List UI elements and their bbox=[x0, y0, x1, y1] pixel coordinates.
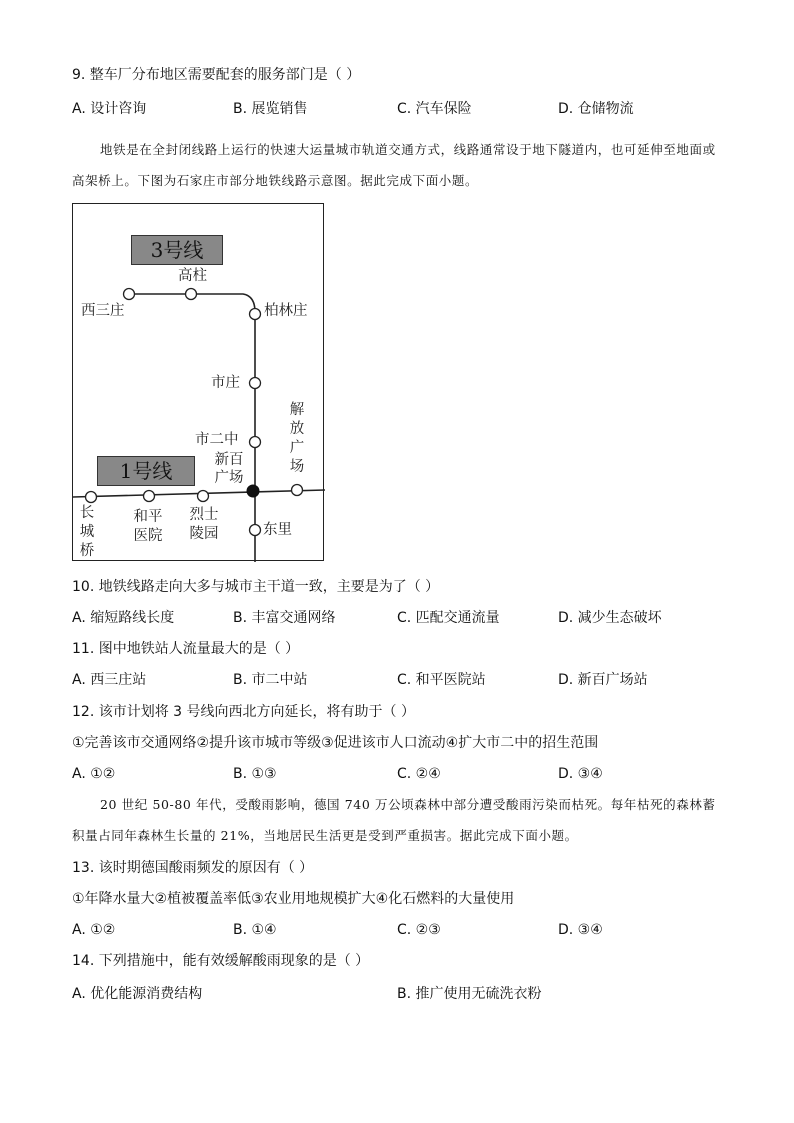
station-dongli: 东里 bbox=[263, 522, 292, 538]
q9-option-b: B. 展览销售 bbox=[233, 101, 308, 117]
station-marker-dongli bbox=[250, 525, 261, 536]
q10-stem: 10. 地铁线路走向大多与城市主干道一致，主要是为了（ ） bbox=[72, 579, 440, 595]
station-marker-shierzhong bbox=[250, 437, 261, 448]
q10-option-b: B. 丰富交通网络 bbox=[233, 610, 336, 626]
station-bailinzhuang: 柏林庄 bbox=[264, 303, 308, 319]
q13-option-b: B. ①④ bbox=[233, 922, 277, 938]
station-marker-xinbai-transfer bbox=[247, 485, 259, 497]
q12-items: ①完善该市交通网络②提升该市城市等级③促进该市人口流动④扩大市二中的招生范围 bbox=[72, 735, 599, 751]
station-marker-xisanzhuang bbox=[124, 289, 135, 300]
station-marker-lieshi bbox=[198, 491, 209, 502]
q13-items: ①年降水量大②植被覆盖率低③农业用地规模扩大④化石燃料的大量使用 bbox=[72, 891, 515, 907]
q13-option-d: D. ③④ bbox=[558, 922, 603, 938]
q12-option-b: B. ①③ bbox=[233, 766, 277, 782]
q11-option-d: D. 新百广场站 bbox=[558, 672, 648, 688]
station-marker-shizhuang bbox=[250, 378, 261, 389]
q10-option-c: C. 匹配交通流量 bbox=[397, 610, 500, 626]
q12-option-d: D. ③④ bbox=[558, 766, 603, 782]
station-marker-changcheng bbox=[86, 492, 97, 503]
q14-stem: 14. 下列措施中，能有效缓解酸雨现象的是（ ） bbox=[72, 953, 370, 969]
line3-label: 3号线 bbox=[131, 235, 223, 265]
station-gaozhu: 高柱 bbox=[178, 268, 207, 284]
station-marker-heping bbox=[144, 491, 155, 502]
q14-option-b: B. 推广使用无硫洗衣粉 bbox=[397, 986, 542, 1002]
station-shizhuang: 市庄 bbox=[211, 375, 240, 391]
q11-option-b: B. 市二中站 bbox=[233, 672, 308, 688]
q9-option-a: A. 设计咨询 bbox=[72, 101, 147, 117]
q10-option-d: D. 减少生态破坏 bbox=[558, 610, 662, 626]
q13-stem: 13. 该时期德国酸雨频发的原因有（ ） bbox=[72, 860, 314, 876]
q13-option-a: A. ①② bbox=[72, 922, 116, 938]
q11-option-c: C. 和平医院站 bbox=[397, 672, 486, 688]
q12-option-a: A. ①② bbox=[72, 766, 116, 782]
subway-map bbox=[72, 203, 324, 561]
station-xinbai: 新百广场 bbox=[214, 452, 244, 486]
q11-stem: 11. 图中地铁站人流量最大的是（ ） bbox=[72, 641, 300, 657]
station-marker-jiefang bbox=[292, 485, 303, 496]
station-lieshi: 烈士陵园 bbox=[189, 507, 219, 542]
station-xisanzhuang: 西三庄 bbox=[81, 303, 125, 319]
q10-option-a: A. 缩短路线长度 bbox=[72, 610, 175, 626]
q12-stem: 12. 该市计划将 3 号线向西北方向延长，将有助于（ ） bbox=[72, 704, 415, 720]
station-changcheng: 长城桥 bbox=[79, 505, 95, 559]
q9-option-d: D. 仓储物流 bbox=[558, 101, 634, 117]
q14-option-a: A. 优化能源消费结构 bbox=[72, 986, 203, 1002]
passage-subway: 地铁是在全封闭线路上运行的快速大运量城市轨道交通方式，线路通常设于地下隧道内，也可延伸至地面或高架桥上。下图为石家庄市部分地铁线路示意图。据此完成下面小题。 bbox=[72, 142, 716, 188]
q9-stem: 9. 整车厂分布地区需要配套的服务部门是（ ） bbox=[72, 67, 361, 83]
q9-option-c: C. 汽车保险 bbox=[397, 101, 472, 117]
station-marker-gaozhu bbox=[186, 289, 197, 300]
passage-acid-rain: 20 世纪 50-80 年代，受酸雨影响，德国 740 万公顷森林中部分遭受酸雨污染而枯死。每年枯死的森林蓄积量占同年森林生长量的 21%，当地居民生活更是受到严重损害。据此完成下面小题。 bbox=[72, 797, 716, 843]
line1-label: 1号线 bbox=[97, 456, 195, 486]
q12-option-c: C. ②④ bbox=[397, 766, 441, 782]
station-shierzhong: 市二中 bbox=[195, 432, 239, 448]
station-jiefang: 解放广场 bbox=[289, 402, 305, 475]
station-heping: 和平医院 bbox=[133, 509, 163, 544]
q13-option-c: C. ②③ bbox=[397, 922, 441, 938]
q11-option-a: A. 西三庄站 bbox=[72, 672, 147, 688]
station-marker-bailinzhuang bbox=[250, 309, 261, 320]
